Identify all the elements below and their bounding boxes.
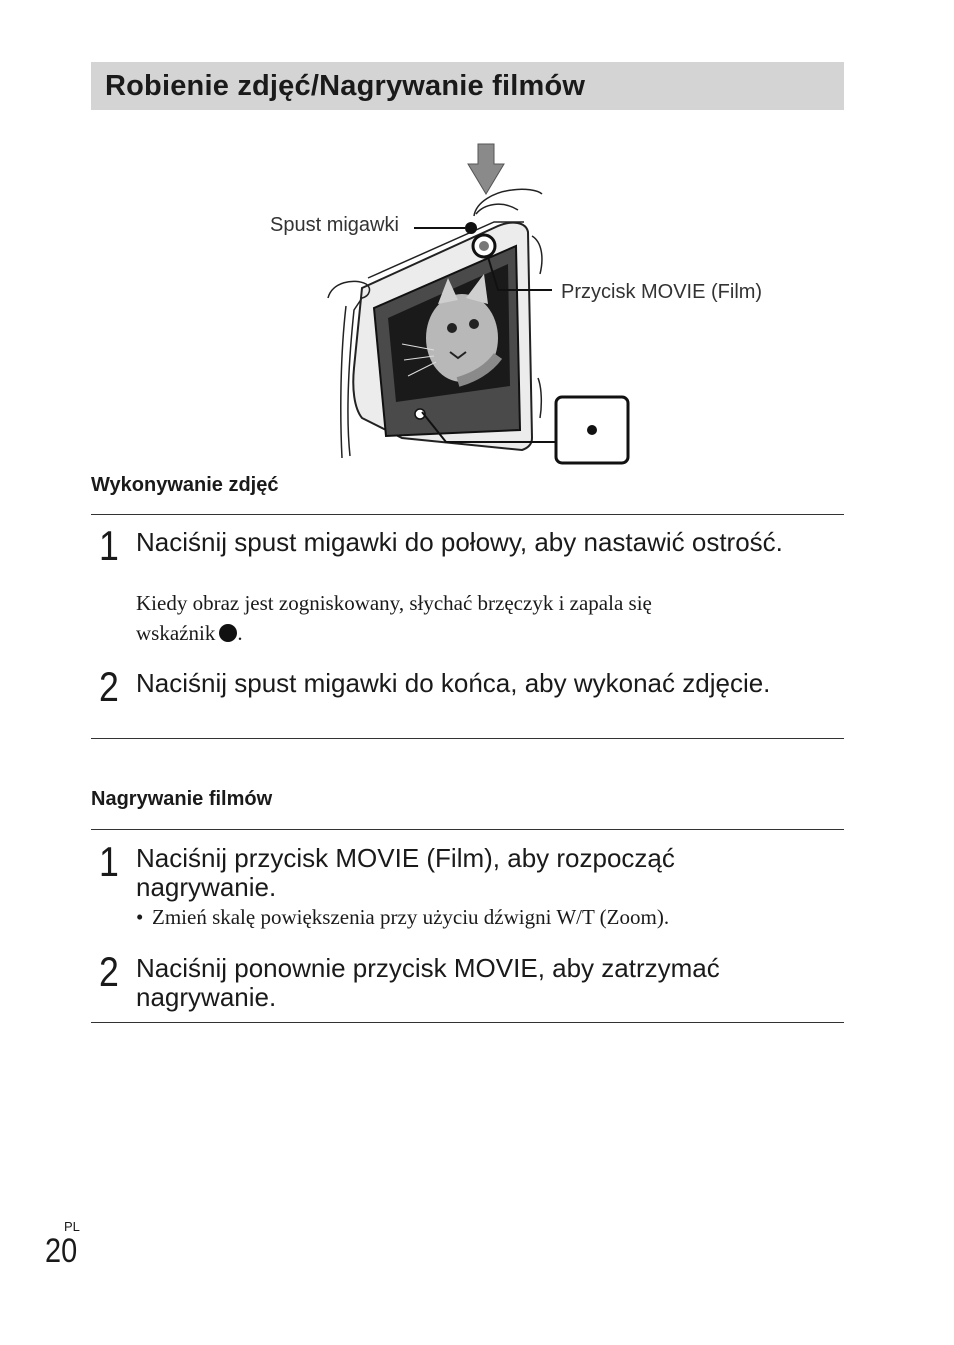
press-down-arrow-icon <box>468 144 504 194</box>
step-title: Naciśnij przycisk MOVIE (Film), aby rozpocząć nagrywanie. <box>136 843 675 902</box>
shutter-button-icon <box>465 222 477 234</box>
page-number: 20 <box>45 1232 78 1270</box>
step-number: 2 <box>99 948 119 995</box>
step-note <box>136 588 826 648</box>
divider <box>91 738 844 739</box>
camera-illustration <box>262 138 772 468</box>
section-header <box>91 62 844 110</box>
shutter-label: Spust migawki <box>270 214 399 236</box>
step-number: 1 <box>99 522 119 569</box>
movie-label: Przycisk MOVIE (Film) <box>561 281 763 303</box>
section-heading-photo: Wykonywanie zdjęć <box>91 474 279 496</box>
step-note-line2: wskaźnik <box>136 621 216 645</box>
step-number: 2 <box>99 663 119 710</box>
divider <box>91 1022 844 1023</box>
indicator-dot-icon <box>219 624 237 642</box>
divider <box>91 514 844 515</box>
step-title: Naciśnij spust migawki do połowy, aby nastawić ostrość. <box>136 527 783 557</box>
section-heading-movie: Nagrywanie filmów <box>91 788 273 810</box>
divider <box>91 829 844 830</box>
step-title: Naciśnij ponownie przycisk MOVIE, aby zatrzymać nagrywanie. <box>136 953 720 1012</box>
step-note-end: . <box>237 621 243 645</box>
indicator-dot-icon <box>587 425 597 435</box>
step-number: 1 <box>99 838 119 885</box>
step-title: Naciśnij spust migawki do końca, aby wykonać zdjęcie. <box>136 668 771 698</box>
bullet-icon: • <box>136 905 144 929</box>
language-code: PL <box>64 1219 80 1234</box>
page-title: Robienie zdjęć/Nagrywanie filmów <box>105 69 586 102</box>
step-note-text: Zmień skalę powiększenia przy użyciu dźwigni W/T (Zoom). <box>152 905 670 929</box>
step-note <box>136 902 826 932</box>
step-note-line1: Kiedy obraz jest zogniskowany, słychać brzęczyk i zapala się <box>136 591 652 615</box>
